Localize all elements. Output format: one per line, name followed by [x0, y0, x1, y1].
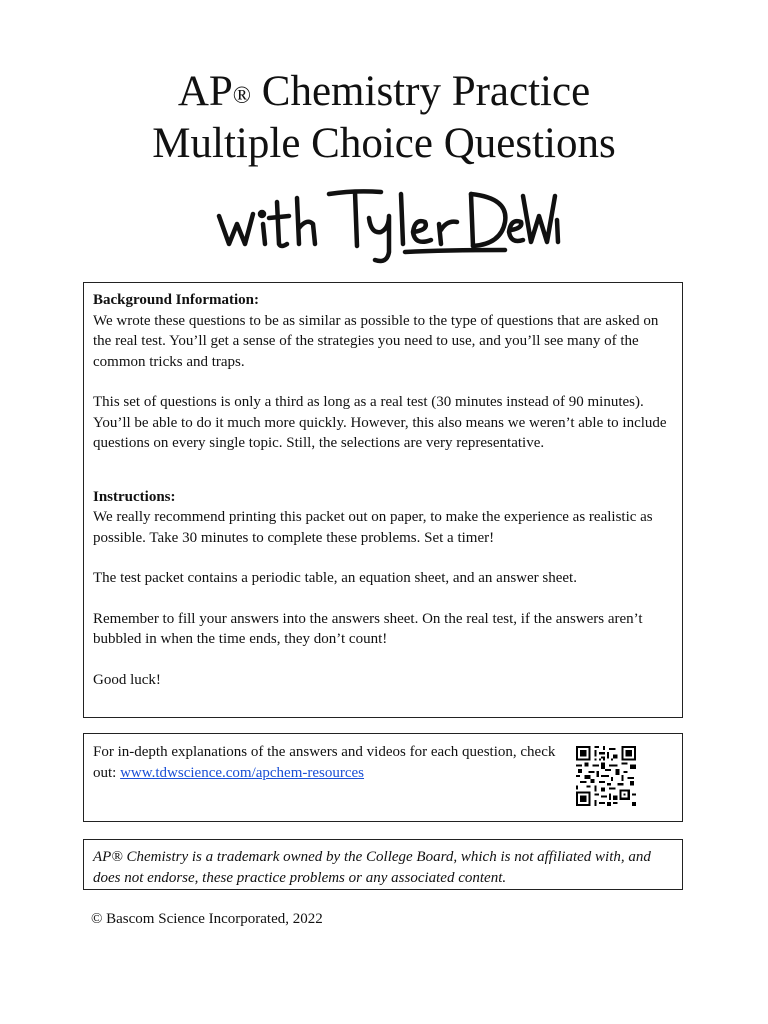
background-heading: Background Information:	[93, 292, 259, 308]
signature-with-tyler-dewitt	[205, 180, 565, 270]
instructions-paragraph-1: We really recommend printing this packet out on paper, to make the experience as realistic as possible. Take 30 minutes to complete these problems. Set a timer!	[93, 509, 653, 546]
title-line1: AP® Chemistry Practice	[177, 68, 591, 115]
instructions-paragraph-2: The test packet contains a periodic table, an equation sheet, and an answer sheet.	[93, 570, 577, 586]
information-box	[83, 282, 683, 718]
background-paragraph-2: This set of questions is only a third as long as a real test (30 minutes instead of 90 minutes). You’ll be able to do it much more quickly. However, this also means we weren’t able to include questions on every single topic. Still, the selections are very representative.	[93, 394, 667, 451]
copyright: © Bascom Science Incorporated, 2022	[91, 911, 323, 927]
registered-mark: ®	[232, 83, 252, 109]
trademark-box	[83, 839, 683, 890]
page-title	[0, 66, 768, 170]
background-paragraph-1: We wrote these questions to be as similar as possible to the type of questions that are asked on the real test. You’ll get a sense of the strategies you need to use, and you’ll see many of the common tricks and traps.	[93, 312, 659, 370]
trademark-text: AP® Chemistry is a trademark owned by the College Board, which is not affiliated with, and does not endorse, these practice problems or any associated content.	[93, 849, 651, 886]
qr-code-icon[interactable]	[576, 746, 636, 806]
instructions-paragraph-3: Remember to fill your answers into the answers sheet. On the real test, if the answers aren’t bubbled in when the time ends, they don’t count!	[93, 610, 643, 647]
instructions-heading: Instructions:	[93, 488, 176, 505]
title-line2: Multiple Choice Questions	[152, 120, 616, 167]
instructions-paragraph-4: Good luck!	[93, 671, 161, 688]
resources-text: For in-depth explanations of the answers and videos for each question, check out: www.tdwscience.com/apchem-resources	[93, 744, 556, 781]
resources-box	[83, 733, 683, 822]
resources-link[interactable]: www.tdwscience.com/apchem-resources	[120, 764, 365, 781]
